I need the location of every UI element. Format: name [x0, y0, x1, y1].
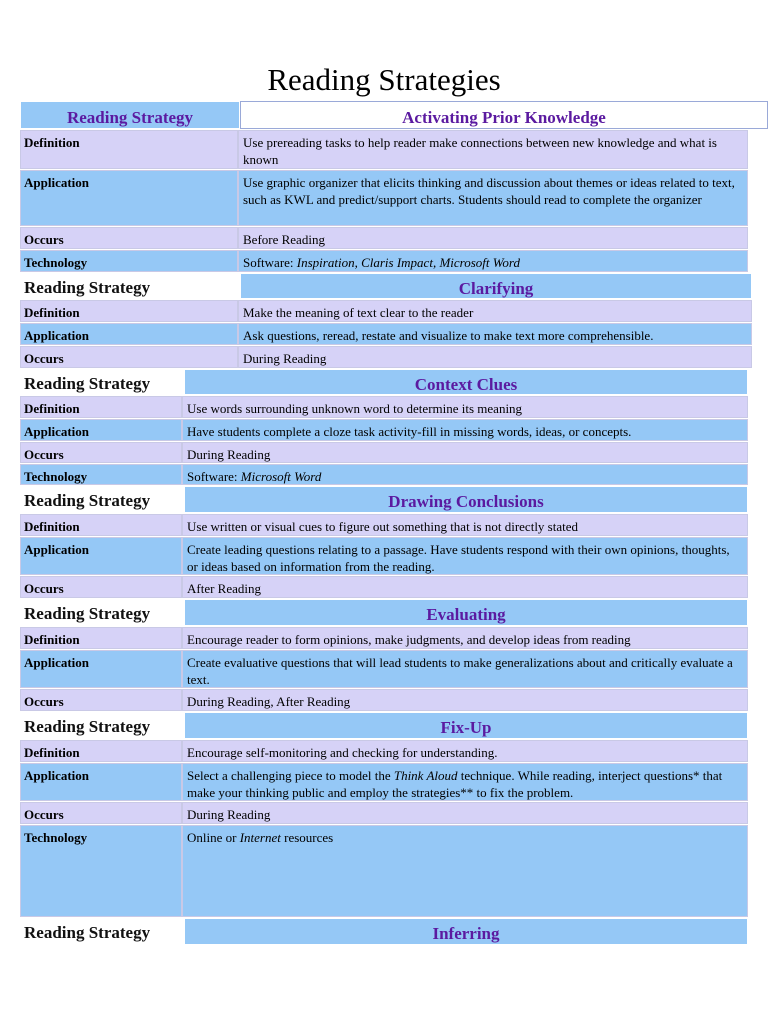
- definition-label: Definition: [20, 396, 182, 418]
- definition-label: Definition: [20, 130, 238, 169]
- occurs-text: During Reading: [182, 802, 748, 824]
- strategy-header-row: [0, 369, 748, 395]
- application-label: Application: [20, 323, 238, 345]
- technology-suffix: resources: [280, 830, 334, 845]
- technology-prefix: Online or: [187, 830, 240, 845]
- strategy-header-label: Reading Strategy: [24, 717, 151, 736]
- technology-row: [0, 464, 748, 485]
- definition-row: [0, 396, 748, 418]
- strategy-name: Drawing Conclusions: [184, 486, 748, 513]
- definition-text: Use words surrounding unknown word to determine its meaning: [182, 396, 748, 418]
- occurs-label: Occurs: [20, 442, 182, 463]
- definition-row: [0, 300, 752, 322]
- occurs-label: Occurs: [20, 689, 182, 711]
- strategy-header-label: Reading Strategy: [24, 604, 151, 623]
- application-row: [0, 170, 748, 226]
- technology-prefix: Software:: [187, 469, 241, 484]
- technology-row: [0, 250, 748, 272]
- definition-text: Make the meaning of text clear to the reader: [238, 300, 752, 322]
- technology-software: Microsoft Word: [240, 469, 322, 484]
- occurs-row: [0, 442, 748, 463]
- definition-row: [0, 514, 748, 536]
- technology-text: [182, 464, 748, 485]
- strategy-header-label: Reading Strategy: [24, 491, 151, 510]
- application-label: Application: [20, 763, 182, 801]
- application-text: Create leading questions relating to a passage. Have students respond with their own opinions, thoughts, or ideas based on information from the reading.: [182, 537, 748, 575]
- strategy-header-row: [0, 273, 752, 299]
- occurs-text: After Reading: [182, 576, 748, 598]
- technology-row: [0, 825, 748, 917]
- strategy-name: Inferring: [184, 918, 748, 945]
- technology-prefix: Software:: [243, 255, 297, 270]
- occurs-text: Before Reading: [238, 227, 748, 249]
- definition-text: Use prereading tasks to help reader make connections between new knowledge and what is known: [238, 130, 748, 169]
- strategy-header-row: [0, 599, 748, 626]
- occurs-row: [0, 802, 748, 824]
- definition-text: Use written or visual cues to figure out something that is not directly stated: [182, 514, 748, 536]
- application-row: [0, 537, 748, 575]
- strategy-header-label: Reading Strategy: [20, 101, 240, 129]
- application-text: Have students complete a cloze task activity-fill in missing words, ideas, or concepts.: [182, 419, 748, 441]
- application-label: Application: [20, 537, 182, 575]
- application-text: Use graphic organizer that elicits thinking and discussion about themes or ideas related to text, such as KWL and predict/support charts. Students should read to complete the organizer: [238, 170, 748, 226]
- strategy-header-label: Reading Strategy: [24, 278, 151, 297]
- strategy-header-row: [0, 712, 748, 739]
- application-text-start: Select a challenging piece to model the: [187, 768, 394, 783]
- occurs-label: Occurs: [20, 576, 182, 598]
- application-row: [0, 763, 748, 801]
- occurs-row: [0, 576, 748, 598]
- definition-label: Definition: [20, 300, 238, 322]
- technology-label: Technology: [20, 825, 182, 917]
- strategy-header-label: Reading Strategy: [24, 374, 151, 393]
- definition-label: Definition: [20, 740, 182, 762]
- occurs-label: Occurs: [20, 802, 182, 824]
- occurs-row: [0, 227, 748, 249]
- strategy-name: Evaluating: [184, 599, 748, 626]
- strategy-header-row: [0, 486, 748, 513]
- application-text: Ask questions, reread, restate and visualize to make text more comprehensible.: [238, 323, 752, 345]
- technology-text: [238, 250, 748, 272]
- strategy-name: Clarifying: [240, 273, 752, 299]
- technology-text: [182, 825, 748, 917]
- definition-row: [0, 130, 748, 169]
- strategy-header-row: [0, 101, 768, 129]
- definition-label: Definition: [20, 514, 182, 536]
- strategy-name: Fix-Up: [184, 712, 748, 739]
- technology-label: Technology: [20, 250, 238, 272]
- application-label: Application: [20, 419, 182, 441]
- definition-text: Encourage reader to form opinions, make judgments, and develop ideas from reading: [182, 627, 748, 649]
- application-text: [182, 763, 748, 801]
- occurs-label: Occurs: [20, 346, 238, 368]
- strategy-name: Context Clues: [184, 369, 748, 395]
- occurs-row: [0, 689, 748, 711]
- definition-row: [0, 740, 748, 762]
- page-title: Reading Strategies: [267, 62, 501, 97]
- application-text-end: technique. While reading, interject questions* that make your thinking public and employ the strategies** to fix the problem.: [187, 768, 723, 800]
- technology-internet: Internet: [239, 830, 281, 845]
- definition-text: Encourage self-monitoring and checking for understanding.: [182, 740, 748, 762]
- definition-row: [0, 627, 748, 649]
- occurs-row: [0, 346, 752, 368]
- occurs-text: During Reading: [182, 442, 748, 463]
- technology-label: Technology: [20, 464, 182, 485]
- occurs-text: During Reading: [238, 346, 752, 368]
- application-row: [0, 650, 748, 688]
- technology-software: Inspiration, Claris Impact, Microsoft Word: [296, 255, 520, 270]
- occurs-text: During Reading, After Reading: [182, 689, 748, 711]
- strategy-name: Activating Prior Knowledge: [240, 101, 768, 129]
- application-label: Application: [20, 170, 238, 226]
- strategy-header-label: Reading Strategy: [24, 923, 151, 942]
- application-label: Application: [20, 650, 182, 688]
- application-row: [0, 323, 752, 345]
- application-text: Create evaluative questions that will lead students to make generalizations about and critically evaluate a text.: [182, 650, 748, 688]
- application-row: [0, 419, 748, 441]
- strategy-header-row: [0, 918, 748, 945]
- think-aloud-term: Think Aloud: [393, 768, 458, 783]
- definition-label: Definition: [20, 627, 182, 649]
- occurs-label: Occurs: [20, 227, 238, 249]
